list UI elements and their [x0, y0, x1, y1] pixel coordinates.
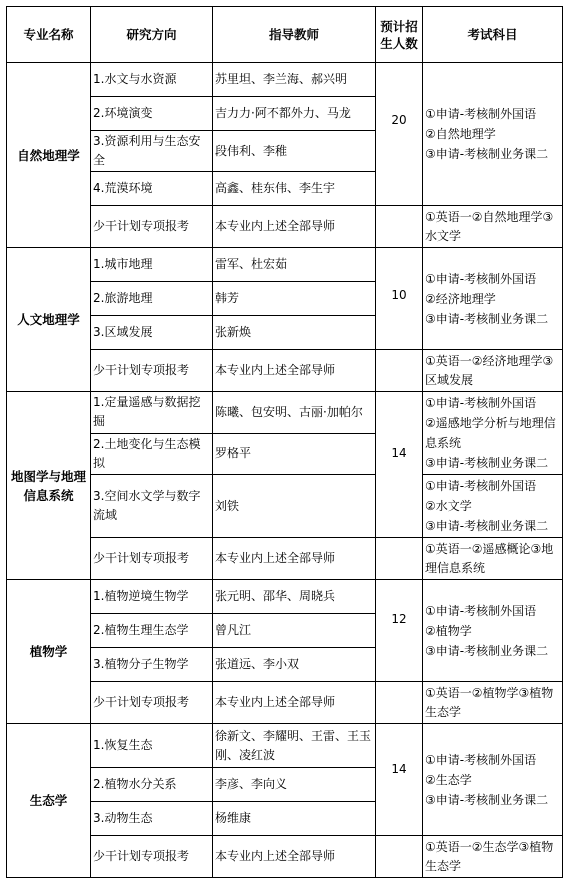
exam-line: ①申请-考核制外国语: [425, 479, 537, 493]
direction-cell: 2.植物生理生态学: [91, 614, 213, 648]
direction-cell: 1.植物逆境生物学: [91, 580, 213, 614]
exam-cell: [423, 724, 563, 836]
table-row: [7, 580, 563, 614]
advisors-cell: 杨维康: [213, 802, 376, 836]
header-advisors: 指导教师: [213, 7, 376, 63]
advisors-cell: 曾凡江: [213, 614, 376, 648]
exam-cell: [423, 580, 563, 682]
major-name: 生态学: [7, 724, 91, 878]
advisors-cell: 徐新文、李耀明、王雷、王玉刚、凌红波: [213, 724, 376, 768]
advisors-cell: 吉力力·阿不都外力、马龙: [213, 97, 376, 131]
exam-line: ①申请-考核制外国语: [425, 396, 537, 410]
exam-cell: [423, 63, 563, 206]
advisors-cell: 张元明、邵华、周晓兵: [213, 580, 376, 614]
quota-cell: 20: [376, 63, 423, 206]
special-advisors: 本专业内上述全部导师: [213, 538, 376, 580]
exam-line: ③申请-考核制业务课二: [425, 147, 549, 161]
exam-line: ③申请-考核制业务课二: [425, 456, 549, 470]
advisors-cell: 苏里坦、李兰海、郝兴明: [213, 63, 376, 97]
advisors-cell: 高鑫、桂东伟、李生宇: [213, 172, 376, 206]
exam-line: ②植物学: [425, 623, 472, 638]
direction-cell: 1.城市地理: [91, 248, 213, 282]
header-quota: 预计招生人数: [376, 7, 423, 63]
direction-cell: 3.空间水文学与数字流域: [91, 475, 213, 538]
special-exam: ①英语一②植物学③植物生态学: [423, 682, 563, 724]
exam-cell: [423, 475, 563, 538]
quota-cell: 14: [376, 392, 423, 538]
exam-line: ②生态学: [425, 772, 472, 787]
direction-cell: 2.植物水分关系: [91, 768, 213, 802]
quota-empty: [376, 206, 423, 248]
special-advisors: 本专业内上述全部导师: [213, 206, 376, 248]
exam-line: ③申请-考核制业务课二: [425, 519, 549, 533]
exam-line: ②经济地理学: [425, 291, 496, 306]
exam-line: ②遥感地学分析与地理信息系统: [425, 416, 556, 450]
direction-cell: 3.植物分子生物学: [91, 648, 213, 682]
direction-cell: 3.资源利用与生态安全: [91, 131, 213, 172]
special-advisors: 本专业内上述全部导师: [213, 682, 376, 724]
major-name: 自然地理学: [7, 63, 91, 248]
exam-line: ③申请-考核制业务课二: [425, 643, 549, 658]
special-direction: 少干计划专项报考: [91, 350, 213, 392]
special-direction: 少干计划专项报考: [91, 206, 213, 248]
quota-empty: [376, 836, 423, 878]
special-direction: 少干计划专项报考: [91, 538, 213, 580]
table-row: [7, 63, 563, 97]
header-direction: 研究方向: [91, 7, 213, 63]
direction-cell: 2.土地变化与生态模拟: [91, 433, 213, 475]
table-row: [7, 724, 563, 768]
special-exam: ①英语一②自然地理学③水文学: [423, 206, 563, 248]
advisors-cell: 李彦、李向义: [213, 768, 376, 802]
special-exam: ①英语一②经济地理学③区域发展: [423, 350, 563, 392]
quota-empty: [376, 350, 423, 392]
header-exam: 考试科目: [423, 7, 563, 63]
direction-cell: 3.动物生态: [91, 802, 213, 836]
exam-line: ③申请-考核制业务课二: [425, 792, 549, 807]
table-row: [7, 475, 563, 538]
exam-cell: [423, 392, 563, 475]
special-advisors: 本专业内上述全部导师: [213, 350, 376, 392]
header-major: 专业名称: [7, 7, 91, 63]
quota-empty: [376, 538, 423, 580]
special-row: [7, 350, 563, 392]
exam-line: ①申请-考核制外国语: [425, 603, 537, 618]
special-direction: 少干计划专项报考: [91, 682, 213, 724]
table-row: [7, 392, 563, 434]
exam-line: ②水文学: [425, 499, 472, 513]
direction-cell: 1.定量遥感与数据挖掘: [91, 392, 213, 434]
table-row: [7, 248, 563, 282]
special-advisors: 本专业内上述全部导师: [213, 836, 376, 878]
advisors-cell: 刘铁: [213, 475, 376, 538]
direction-cell: 1.恢复生态: [91, 724, 213, 768]
special-row: [7, 206, 563, 248]
quota-empty: [376, 682, 423, 724]
advisors-cell: 张新焕: [213, 316, 376, 350]
advisors-cell: 张道远、李小双: [213, 648, 376, 682]
exam-line: ①申请-考核制外国语: [425, 107, 537, 121]
exam-line: ①申请-考核制外国语: [425, 752, 537, 767]
advisors-cell: 韩芳: [213, 282, 376, 316]
advisors-cell: 罗格平: [213, 433, 376, 475]
advisors-cell: 雷军、杜宏茹: [213, 248, 376, 282]
admissions-table: [6, 6, 563, 878]
major-name: 人文地理学: [7, 248, 91, 392]
quota-cell: 10: [376, 248, 423, 350]
advisors-cell: 段伟利、李稚: [213, 131, 376, 172]
direction-cell: 2.旅游地理: [91, 282, 213, 316]
header-row: [7, 7, 563, 63]
advisors-cell: 陈曦、包安明、古丽·加帕尔: [213, 392, 376, 434]
exam-line: ②自然地理学: [425, 127, 496, 141]
special-row: [7, 682, 563, 724]
major-name: 地图学与地理信息系统: [7, 392, 91, 580]
direction-cell: 4.荒漠环境: [91, 172, 213, 206]
quota-cell: 14: [376, 724, 423, 836]
special-row: [7, 836, 563, 878]
exam-cell: [423, 248, 563, 350]
special-exam: ①英语一②遥感概论③地理信息系统: [423, 538, 563, 580]
special-row: [7, 538, 563, 580]
special-direction: 少干计划专项报考: [91, 836, 213, 878]
direction-cell: 1.水文与水资源: [91, 63, 213, 97]
quota-cell: 12: [376, 580, 423, 682]
major-name: 植物学: [7, 580, 91, 724]
direction-cell: 3.区域发展: [91, 316, 213, 350]
direction-cell: 2.环境演变: [91, 97, 213, 131]
special-exam: ①英语一②生态学③植物生态学: [423, 836, 563, 878]
exam-line: ①申请-考核制外国语: [425, 271, 537, 286]
exam-line: ③申请-考核制业务课二: [425, 311, 549, 326]
